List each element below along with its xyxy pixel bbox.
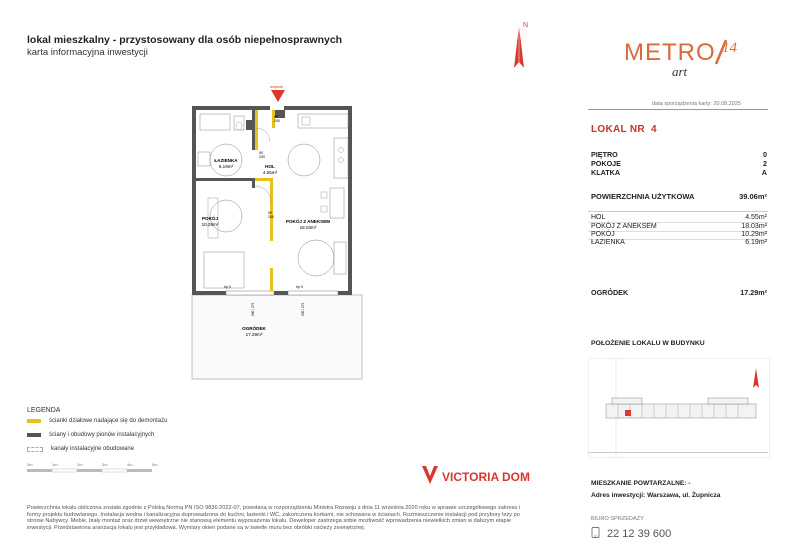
svg-text:1m: 1m — [52, 462, 58, 467]
sales-phone — [591, 527, 671, 541]
info-row-floor: PIĘTRO 0 — [591, 150, 767, 159]
svg-text:VICTORIA DOM: VICTORIA DOM — [442, 470, 531, 484]
divider — [588, 452, 768, 453]
logo-name: METRO — [624, 39, 716, 66]
garden-area-shape — [192, 295, 362, 379]
floor-plan — [186, 80, 376, 390]
room-area: 10.29m² — [201, 222, 219, 227]
garden-area: OGRÓDEK 17.29m² — [591, 288, 767, 297]
svg-text:4m: 4m — [127, 462, 133, 467]
usable-area: POWIERZCHNIA UŻYTKOWA 39.06m² — [591, 192, 767, 201]
repeat-info: MIESZKANIE POWTARZALNE: - — [591, 480, 691, 487]
phone-icon — [591, 527, 600, 541]
garden-label: OGRÓDEK — [242, 326, 266, 331]
hp-label-2: hp 0 — [296, 285, 303, 289]
unit-marker — [625, 410, 631, 416]
svg-text:5m: 5m — [152, 462, 158, 467]
legend-item-channels: kanały instalacyjne obudowane — [27, 446, 134, 452]
building-location-diagram — [588, 358, 770, 463]
divider — [588, 211, 768, 212]
info-row-rooms: POKOJE 2 — [591, 159, 767, 168]
phone-number[interactable]: 22 12 39 600 — [607, 528, 672, 540]
hall-label: HOL — [265, 164, 275, 169]
sales-office-label: BIURO SPRZEDAŻY — [591, 516, 644, 522]
entrance-marker-icon — [271, 90, 285, 102]
logo-number: 14 — [722, 40, 737, 56]
hp-label-1: hp 0 — [224, 285, 231, 289]
legend-swatch — [27, 447, 43, 452]
living-label: POKÓJ Z ANEKSEM — [285, 219, 331, 224]
room-row-living: POKÓJ Z ANEKSEM 18.03m² — [591, 223, 767, 230]
logo-script: art — [672, 64, 688, 79]
legend-item-walls: ściany i obudowy pionów instalacyjnych — [27, 432, 154, 438]
victoria-dom-logo — [420, 462, 540, 495]
door-dim-3: 90 200 — [268, 211, 274, 219]
room-label: POKÓJ — [201, 216, 219, 221]
disclaimer-text: Powierzchnia lokalu obliczona została zgodnie z Polską Normą PN ISO 9836:2022-07, powołaną w rozporządzeniu Ministra Rozwoju z dnia 11 września 2020 roku w sprawie szczegółowego zakresu i formy projektu budowlanego. Instalacja wodna i kanalizacyjna doprowadzona do kuchni, łazienki i WC, zakończona korkami, nie schowana w ścianach. Rozmieszczenie instalacji pod przybory leży po stronie Nabywcy. Meble, biały montaż oraz drzwi wewnętrzne nie stanowią elementu wyposażenia lokalu. Deweloper zastrzega sobie możliwość wprowadzenia niewielkich zmian w dalszym etapie inwestycji. Przedstawiona aranżacja lokalu jest przykładowa. Wymiary okien podane są w świetle muru bez obróbki ościeży zewnętrznej. — [27, 505, 521, 532]
lokal-label: LOKAL NR — [591, 124, 645, 135]
svg-text:0m: 0m — [27, 462, 33, 467]
svg-text:2m: 2m — [77, 462, 83, 467]
living-area: 18.03m² — [299, 225, 317, 230]
legend-item-demountable: ścianki działowe nadające się do demontażu — [27, 418, 167, 424]
address-info: Adres inwestycji: Warszawa, ul. Żupnicza — [591, 492, 721, 499]
card-date: data sporządzenia karty: 20.08.2025 — [652, 101, 741, 107]
svg-text:3m: 3m — [102, 462, 108, 467]
compass-label: N — [523, 22, 529, 29]
entrance-label: wejście — [270, 84, 284, 89]
legend-swatch — [27, 419, 41, 423]
door-dim-2: 90 200 — [259, 151, 265, 159]
info-row-stair: KLATKA A — [591, 168, 767, 177]
north-arrow-icon — [505, 18, 535, 78]
room-row-room: POKÓJ 10.29m² — [591, 231, 767, 238]
window-dim-2: 230 / 279 — [301, 302, 305, 316]
legend-swatch — [27, 433, 41, 437]
location-heading: POŁOŻENIE LOKALU W BUDYNKU — [591, 340, 705, 347]
legend-title: LEGENDA — [27, 407, 61, 414]
room-row-hol: HOL 4.55m² — [591, 214, 767, 221]
bath-area: 6.19m² — [218, 164, 234, 169]
metro-art-logo — [622, 34, 762, 99]
page-subtitle: karta informacyjna inwestycji — [27, 47, 148, 58]
hall-area: 4.55m² — [262, 170, 278, 175]
door-dim-1: 90 200 — [274, 115, 280, 123]
window-dim-1: 160 / 279 — [251, 302, 255, 316]
divider — [588, 109, 768, 110]
scale-bar — [27, 462, 177, 481]
page-title: lokal mieszkalny - przystosowany dla osób niepełnosprawnych — [27, 34, 343, 46]
garden-area-label: 17.29m² — [245, 332, 263, 337]
room-row-bath: ŁAZIENKA 6.19m² — [591, 239, 767, 246]
bath-label: ŁAZIENKA — [214, 158, 238, 163]
victoria-icon — [422, 466, 438, 484]
lokal-number: 4 — [651, 124, 657, 135]
